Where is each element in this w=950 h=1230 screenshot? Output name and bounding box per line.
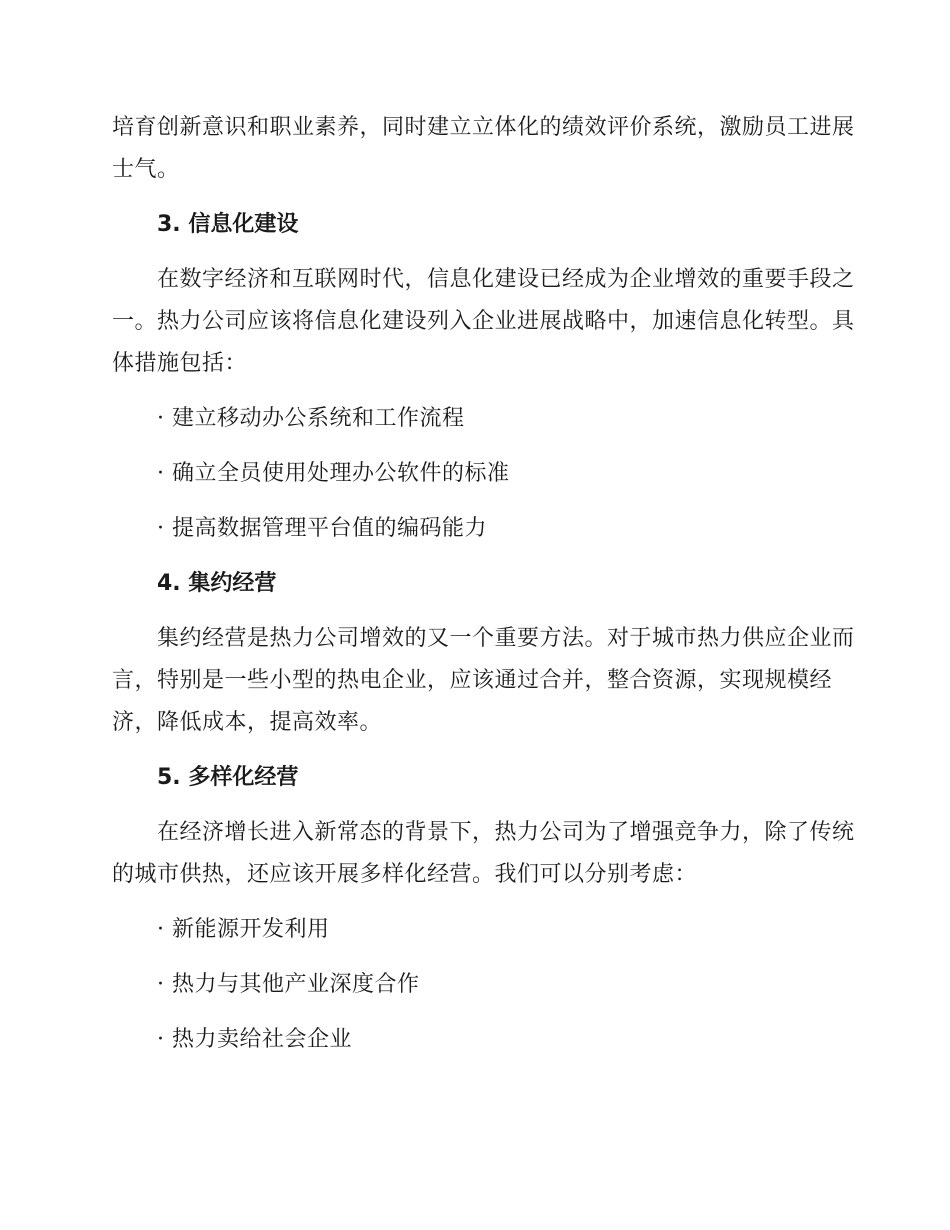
- section-3-paragraph-line-1: 在数字经济和互联网时代，信息化建设已经成为企业增效的重要手段之: [157, 267, 855, 292]
- section-3-paragraph-line-3: 体措施包括：: [112, 351, 248, 376]
- section-4-paragraph-line-1: 集约经营是热力公司增效的又一个重要方法。对于城市热力供应企业而: [157, 626, 855, 651]
- section-5-paragraph-line-2: 的城市供热，还应该开展多样化经营。我们可以分别考虑：: [112, 862, 698, 887]
- list-item: · 热力卖给社会企业: [157, 1027, 352, 1052]
- section-heading-intensive-operation: 4. 集约经营: [157, 571, 277, 596]
- list-item: · 新能源开发利用: [157, 917, 330, 942]
- section-5-paragraph-line-1: 在经济增长进入新常态的背景下，热力公司为了增强竞争力，除了传统: [157, 820, 855, 845]
- section-heading-informatization: 3. 信息化建设: [157, 212, 299, 237]
- list-item: · 确立全员使用处理办公软件的标准: [157, 461, 510, 486]
- section-3-paragraph-line-2: 一。热力公司应该将信息化建设列入企业进展战略中，加速信息化转型。具: [112, 309, 855, 334]
- section-4-paragraph-line-3: 济，降低成本，提高效率。: [112, 710, 383, 735]
- section-heading-diversified-operation: 5. 多样化经营: [157, 765, 299, 790]
- intro-line-1: 培育创新意识和职业素养，同时建立立体化的绩效评价系统，激励员工进展: [112, 115, 855, 140]
- list-item: · 提高数据管理平台值的编码能力: [157, 516, 487, 541]
- section-4-paragraph-line-2: 言，特别是一些小型的热电企业，应该通过合并，整合资源，实现规模经: [112, 668, 833, 693]
- list-item: · 热力与其他产业深度合作: [157, 972, 420, 997]
- intro-line-2: 士气。: [112, 157, 180, 182]
- list-item: · 建立移动办公系统和工作流程: [157, 406, 465, 431]
